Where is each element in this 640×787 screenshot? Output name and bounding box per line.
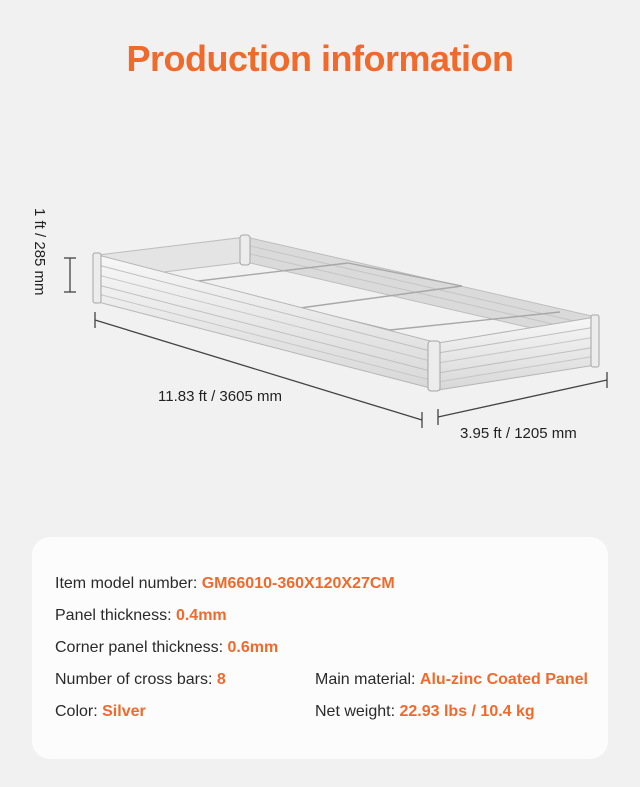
spec-label: Corner panel thickness:: [55, 639, 228, 656]
height-dimension-label: 1 ft / 285 mm: [31, 208, 48, 296]
spec-value: Alu-zinc Coated Panel: [419, 671, 588, 688]
spec-label: Number of cross bars:: [55, 671, 217, 688]
height-dimension-line: [64, 258, 76, 292]
spec-value: Silver: [102, 703, 146, 720]
spec-panel-thickness: [55, 607, 227, 625]
spec-color: [55, 703, 146, 721]
spec-label: Item model number:: [55, 575, 202, 592]
spec-corner-thickness: [55, 639, 278, 657]
spec-weight: [315, 703, 535, 721]
bed-side-wall: [438, 317, 596, 390]
spec-value: 8: [216, 671, 226, 688]
page-title: Production information: [126, 38, 514, 79]
width-dimension-label: 3.95 ft / 1205 mm: [460, 425, 577, 442]
spec-cross-bars: [55, 671, 226, 689]
spec-value: 22.93 lbs / 10.4 kg: [399, 703, 535, 720]
spec-label: Color:: [55, 703, 103, 720]
spec-value: 0.6mm: [227, 639, 279, 656]
spec-label: Main material:: [315, 671, 420, 688]
spec-item-model: [55, 575, 395, 593]
spec-material: [315, 671, 588, 689]
spec-label: Net weight:: [315, 703, 400, 720]
spec-value: GM66010-360X120X27CM: [201, 575, 395, 592]
spec-label: Panel thickness:: [55, 607, 176, 624]
length-dimension-label: 11.83 ft / 3605 mm: [158, 388, 282, 405]
spec-value: 0.4mm: [175, 607, 227, 624]
